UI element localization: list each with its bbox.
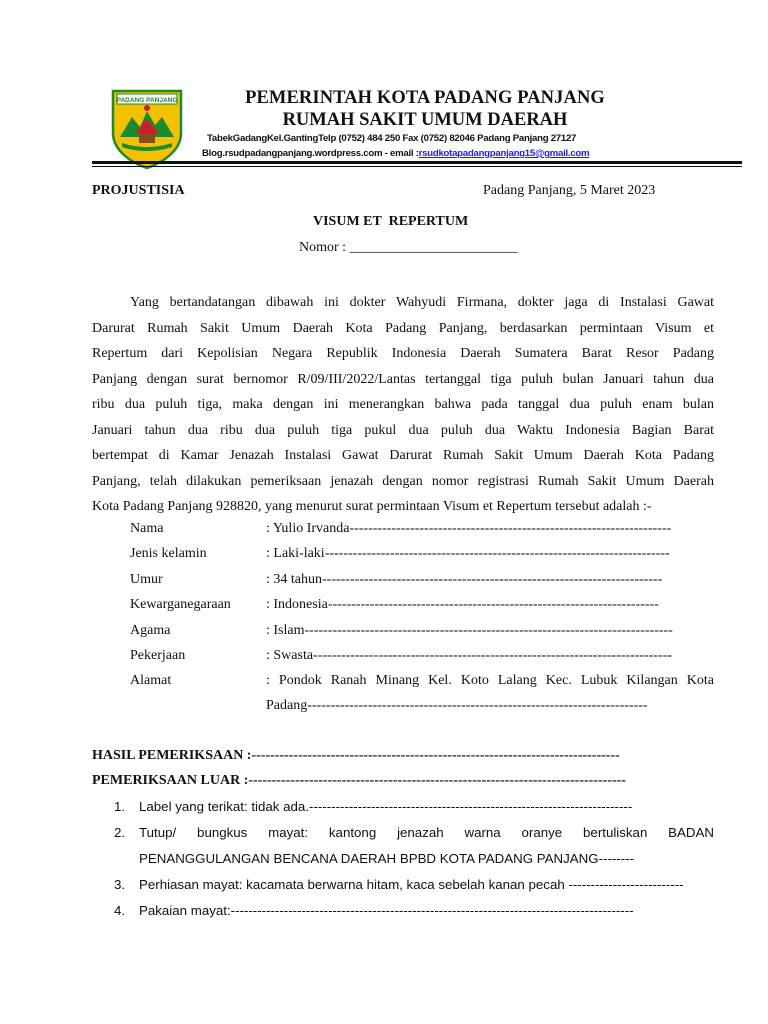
intro-line: Kota Padang Panjang 928820, yang menurut surat permintaan Visum et Repertum tersebut adalah :-: [92, 499, 652, 514]
field-value: : Swasta-----------------------------------------------------------------------------: [266, 648, 673, 663]
field-value: : Yulio Irvanda---------------------------------------------------------------------: [266, 521, 672, 536]
intro-line: Repertum dari Kepolisian Negara Republik Indonesia Daerah Sumatera Barat Resor Padang: [92, 346, 714, 361]
item-jewelry: Perhiasan mayat: kacamata berwarna hitam, kaca sebelah kanan pecah --------------------------: [139, 877, 684, 892]
nomor-label: Nomor :: [299, 240, 350, 255]
nomor-line: [299, 240, 518, 256]
email-link[interactable]: rsudkotapadangpanjang15@gmail.com: [418, 148, 590, 159]
letterhead-rule-thin: [92, 166, 742, 167]
field-label: Alamat: [130, 673, 172, 688]
intro-line: Darurat Rumah Sakit Umum Daerah Kota Padang Panjang, berdasarkan permintaan Visum et: [92, 320, 714, 336]
item-cover-continuation: PENANGGULANGAN BENCANA DAERAH BPBD KOTA PADANG PANJANG--------: [139, 851, 635, 866]
intro-line: ribu dua puluh tiga, maka dengan ini menerangkan bahwa pada tanggal dua puluh enam bulan: [92, 397, 714, 412]
field-label: Kewarganegaraan: [130, 597, 231, 612]
item-label-tag: Label yang terikat: tidak ada.-------------------------------------------------------------------------: [139, 799, 633, 814]
intro-line: bertempat di Kamar Jenazah Instalasi Gawat Darurat Rumah Sakit Umum Daerah Kota Padang: [92, 448, 714, 463]
field-value: : Laki-laki--------------------------------------------------------------------------: [266, 546, 670, 561]
projustisia-label: PROJUSTISIA: [92, 183, 185, 198]
intro-line: Panjang, telah dilakukan pemeriksaan jenazah dengan nomor registrasi Rumah Sakit Umum Daerah: [92, 473, 714, 489]
field-value: : Islam-------------------------------------------------------------------------------: [266, 623, 673, 638]
intro-line: Panjang dengan surat bernomor R/09/III/2022/Lantas tertanggal tiga puluh bulan Januari tahun dua: [92, 371, 714, 387]
field-label: Jenis kelamin: [130, 546, 207, 561]
letterhead-rule-thick: [92, 161, 742, 164]
alamat-continuation: Padang-------------------------------------------------------------------------: [266, 698, 648, 713]
svg-text:PADANG PANJANG: PADANG PANJANG: [116, 97, 178, 104]
item-number: 3.: [114, 877, 126, 892]
item-number: 2.: [114, 825, 126, 840]
place-date: Padang Panjang, 5 Maret 2023: [483, 183, 656, 198]
field-value: : Pondok Ranah Minang Kel. Koto Lalang Kec. Lubuk Kilangan Kota: [266, 673, 714, 688]
field-label: Pekerjaan: [130, 648, 186, 663]
document-title: VISUM ET REPERTUM: [313, 214, 469, 229]
blog-text: Blog.rsudpadangpanjang.wordpress.com - email :: [202, 148, 419, 159]
item-clothing: Pakaian mayat:-------------------------------------------------------------------------------------------: [139, 903, 634, 918]
pemeriksaan-luar-heading: PEMERIKSAAN LUAR :---------------------------------------------------------------------------------: [92, 773, 626, 788]
field-value: : Indonesia-----------------------------------------------------------------------: [266, 597, 659, 612]
item-cover: Tutup/ bungkus mayat: kantong jenazah warna oranye bertuliskan BADAN: [139, 825, 714, 840]
hasil-pemeriksaan-heading: HASIL PEMERIKSAAN :-------------------------------------------------------------------------------: [92, 748, 620, 763]
letterhead-government: PEMERINTAH KOTA PADANG PANJANG: [245, 88, 605, 108]
intro-paragraph: [92, 290, 714, 520]
item-number: 1.: [114, 799, 126, 814]
intro-line: Januari tahun dua ribu dua puluh tiga pukul dua puluh dua Waktu Indonesia Bagian Barat: [92, 422, 714, 438]
nomor-blank: ________________________: [349, 240, 518, 255]
field-label: Umur: [130, 572, 163, 587]
padang-panjang-crest-logo: [110, 89, 184, 169]
field-value: : 34 tahun-------------------------------------------------------------------------: [266, 572, 663, 587]
letterhead-hospital: RUMAH SAKIT UMUM DAERAH: [282, 110, 568, 130]
item-number: 4.: [114, 903, 126, 918]
field-label: Nama: [130, 521, 164, 536]
letterhead-contact: [202, 148, 589, 159]
intro-line: Yang bertandatangan dibawah ini dokter Wahyudi Firmana, dokter jaga di Instalasi Gawat: [130, 295, 714, 310]
field-label: Agama: [130, 623, 171, 638]
letterhead-address: TabekGadangKel.GantingTelp (0752) 484 250 Fax (0752) 82046 Padang Panjang 27127: [207, 133, 577, 144]
